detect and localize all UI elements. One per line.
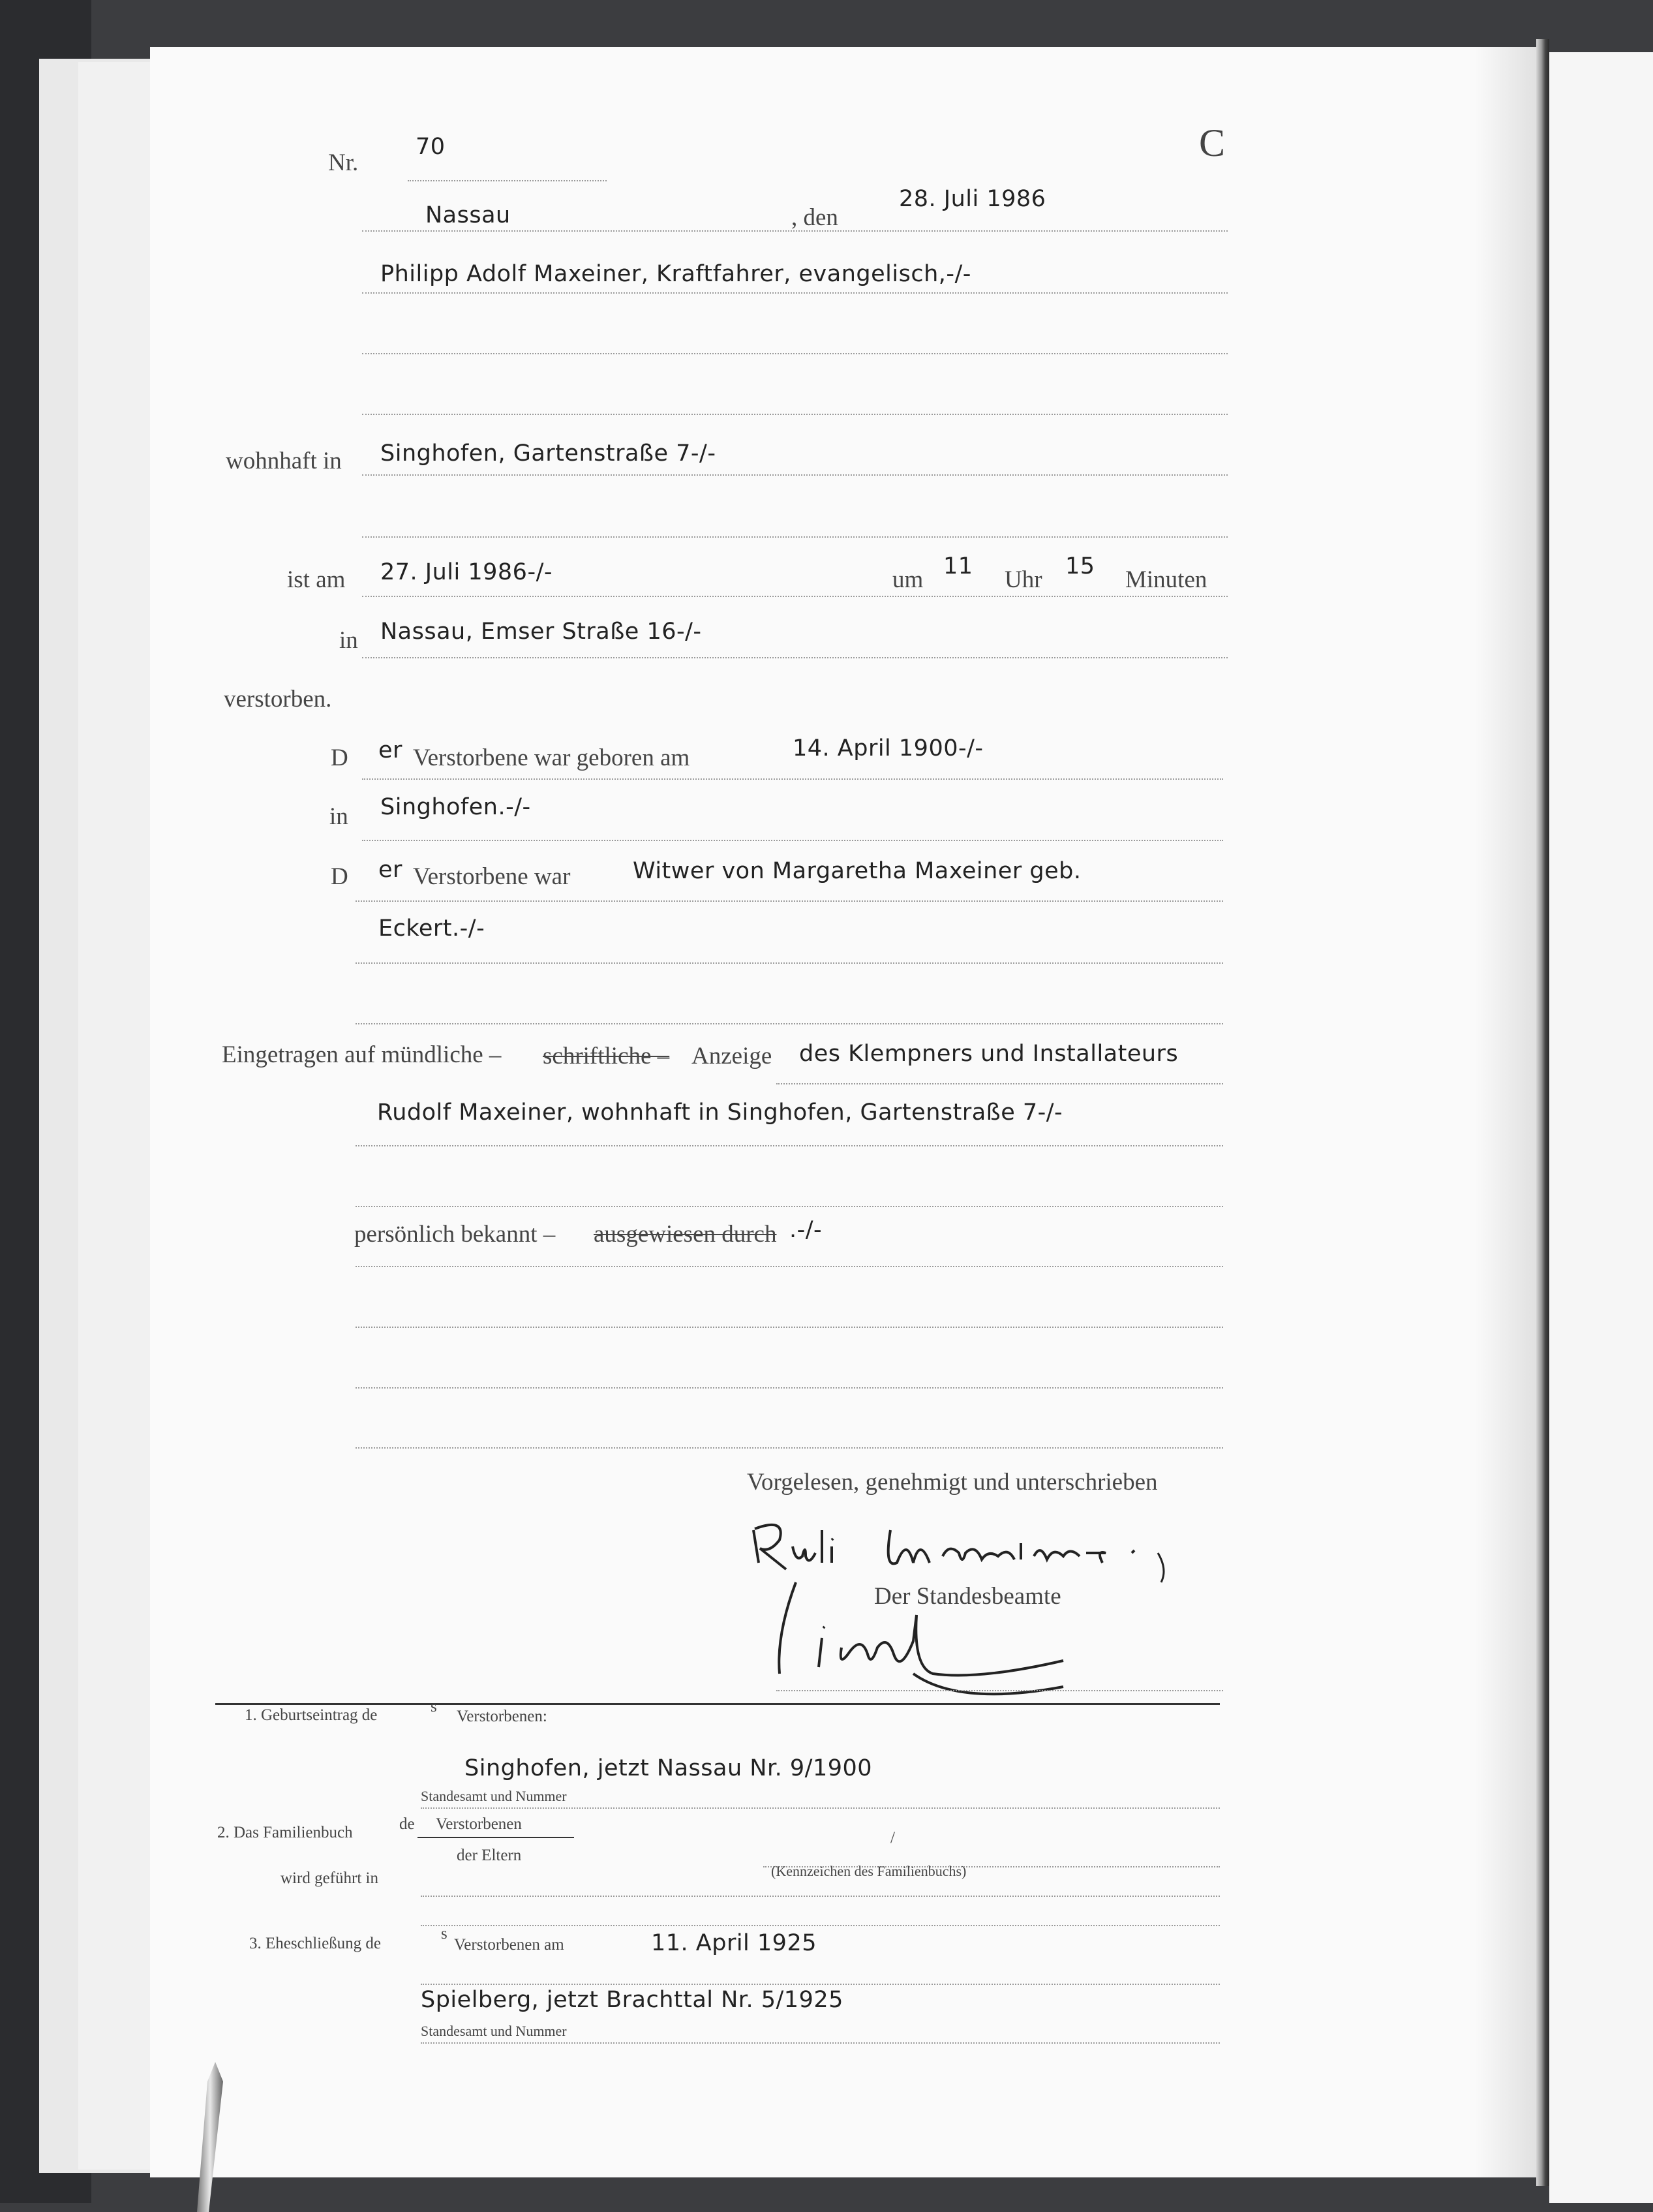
rule-8 — [362, 596, 1228, 597]
death-hour: 11 — [943, 553, 973, 579]
death-label: ist am — [287, 566, 346, 593]
residence-label: wohnhaft in — [226, 448, 342, 474]
f3-date: 11. April 1925 — [651, 1930, 817, 1956]
f3-sup: s — [441, 1925, 447, 1943]
rule-3 — [362, 292, 1228, 294]
pen-tip — [196, 2055, 235, 2212]
declarant-line: Philipp Adolf Maxeiner, Kraftfahrer, evangelisch,-/- — [380, 261, 971, 287]
rule-18 — [356, 1266, 1223, 1267]
rule-7 — [362, 536, 1228, 538]
rule-10 — [362, 778, 1223, 780]
rule-19 — [356, 1327, 1223, 1328]
corner-letter: C — [1199, 121, 1226, 164]
status-text: Verstorbene war — [413, 863, 571, 890]
uhr-label: Uhr — [1005, 566, 1042, 593]
date: 28. Juli 1986 — [899, 186, 1046, 212]
rule-5 — [362, 414, 1228, 415]
death-in-label: in — [339, 627, 358, 654]
f2-kennzeichen: (Kennzeichen des Familienbuchs) — [771, 1863, 967, 1879]
nr-value: 70 — [416, 134, 446, 160]
standesamt-label: Standesamt und Nummer — [421, 1788, 567, 1804]
rule-13 — [356, 962, 1223, 964]
identity-label: persönlich bekannt – — [354, 1221, 556, 1248]
f1-value: Singhofen, jetzt Nassau Nr. 9/1900 — [464, 1755, 873, 1781]
rule-11 — [362, 840, 1223, 841]
book-gutter — [1536, 39, 1549, 2186]
death-date: 27. Juli 1986-/- — [380, 559, 553, 585]
rule-15 — [776, 1083, 1223, 1084]
nr-rule — [408, 180, 607, 181]
rule-f1 — [421, 1807, 1220, 1809]
read-approved-label: Vorgelesen, genehmigt und unterschrieben — [747, 1469, 1158, 1496]
standesamt-label-2: Standesamt und Nummer — [421, 2023, 567, 2039]
f3-label: 3. Eheschließung de — [249, 1935, 382, 1952]
identity-struck: ausgewiesen durch — [594, 1221, 777, 1248]
rule-4 — [362, 353, 1228, 354]
status-er: er — [378, 857, 402, 883]
rule-21 — [356, 1447, 1223, 1449]
rule-17 — [356, 1206, 1223, 1207]
birth-place: Singhofen.-/- — [380, 794, 531, 820]
rule-14 — [356, 1023, 1223, 1024]
entry-value-2: Rudolf Maxeiner, wohnhaft in Singhofen, Gartenstraße 7-/- — [377, 1099, 1063, 1126]
entry-struck: schriftliche – — [543, 1043, 670, 1069]
separator-line — [215, 1703, 1220, 1705]
rule-9 — [362, 657, 1228, 658]
f3-text: Verstorbenen am — [454, 1936, 564, 1954]
fold-shadow — [1474, 47, 1536, 2177]
rule-signature — [776, 1690, 1223, 1691]
rule-f3 — [421, 1984, 1220, 1985]
entry-label-prefix: Eingetragen auf mündliche – — [222, 1041, 502, 1068]
rule-f2c — [421, 1925, 1220, 1926]
rule-20 — [356, 1387, 1223, 1389]
facing-page-edge — [1549, 52, 1653, 2203]
f3-value: Spielberg, jetzt Brachttal Nr. 5/1925 — [421, 1987, 843, 2013]
rule-f3b — [421, 2042, 1220, 2044]
death-place: Nassau, Emser Straße 16-/- — [380, 619, 702, 645]
f2-verstorbenen: Verstorbenen — [436, 1815, 522, 1833]
birth-d-label: D — [331, 745, 348, 771]
identity-suffix: .-/- — [789, 1217, 823, 1243]
status-d-label: D — [331, 863, 348, 890]
den-label: , den — [791, 204, 838, 231]
rule-6 — [362, 474, 1228, 476]
entry-value-1: des Klempners und Installateurs — [799, 1041, 1179, 1067]
date-rule — [362, 230, 1228, 232]
f2-de: de — [399, 1815, 415, 1833]
death-minutes: 15 — [1065, 553, 1095, 579]
residence-value: Singhofen, Gartenstraße 7-/- — [380, 440, 716, 467]
birth-er: er — [378, 737, 402, 763]
rule-16 — [356, 1145, 1223, 1146]
birth-in-label: in — [329, 803, 348, 830]
declarant-signature — [740, 1491, 1184, 1589]
place: Nassau — [425, 202, 511, 228]
um-label: um — [892, 566, 924, 593]
f2-underline — [417, 1837, 574, 1838]
registrar-label: Der Standesbeamte — [874, 1583, 1061, 1610]
f1-sup: s — [431, 1698, 437, 1715]
verstorben-label: verstorben. — [224, 686, 332, 713]
birth-text: Verstorbene war geboren am — [413, 745, 690, 771]
f1-suffix: Verstorbenen: — [457, 1708, 547, 1725]
rule-f2b — [421, 1896, 1220, 1897]
rule-12 — [356, 900, 1223, 902]
entry-label-suffix: Anzeige — [691, 1043, 772, 1069]
minuten-label: Minuten — [1125, 566, 1207, 593]
registrar-signature — [763, 1576, 1089, 1706]
birth-date: 14. April 1900-/- — [793, 735, 984, 761]
status-value-1: Witwer von Margaretha Maxeiner geb. — [633, 858, 1082, 884]
nr-label: Nr. — [328, 149, 359, 176]
f2-slash: / — [890, 1829, 895, 1847]
f2-eltern: der Eltern — [457, 1847, 522, 1864]
f2-wird: wird geführt in — [281, 1869, 378, 1887]
f2-label: 2. Das Familienbuch — [217, 1824, 353, 1841]
f1-label: 1. Geburtseintrag de — [245, 1706, 378, 1724]
status-value-2: Eckert.-/- — [378, 915, 485, 942]
